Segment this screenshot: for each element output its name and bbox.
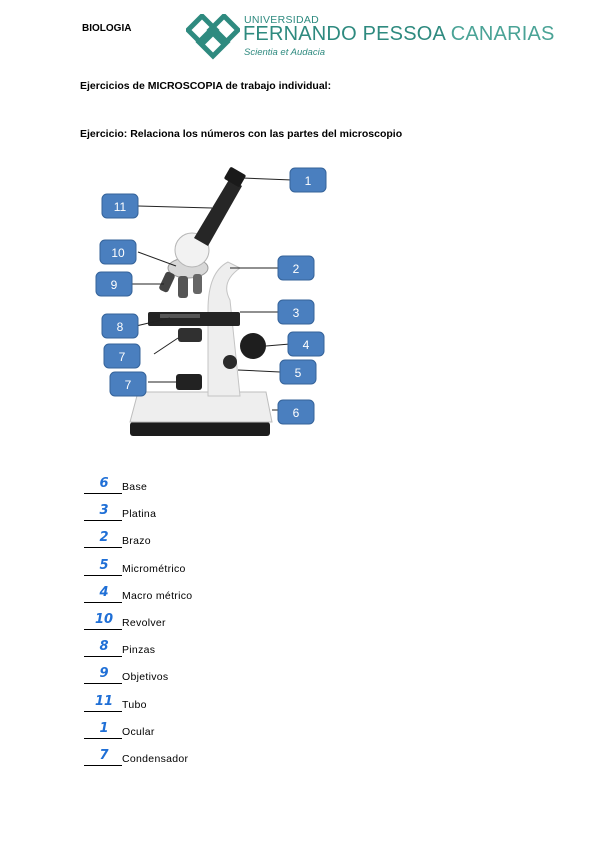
part-label: Base: [122, 481, 148, 493]
microscope-lamp: [176, 374, 202, 390]
microscope-arm: [208, 262, 240, 396]
callout-10: 10: [111, 246, 125, 260]
answer-blank[interactable]: [84, 629, 122, 630]
callout-11: 11: [113, 200, 127, 214]
university-logo: [186, 12, 555, 62]
answer-blank[interactable]: [84, 547, 122, 548]
answer-row-base: [84, 478, 384, 505]
handwritten-answer: 2: [99, 530, 109, 546]
logo-name-light: CANARIAS: [450, 23, 555, 45]
answer-row-pinzas: [84, 641, 384, 668]
exercise-instruction: Ejercicio: Relaciona los números con las partes del microscopio: [80, 128, 403, 140]
handwritten-answer: 10: [94, 611, 114, 627]
leader-line-5: [238, 370, 280, 372]
answer-row-platina: [84, 505, 384, 532]
microscope-base-foot: [130, 422, 270, 436]
answer-row-revolver: [84, 611, 384, 641]
answer-list: [84, 478, 384, 777]
callout-8: 8: [116, 320, 124, 334]
objective-lens-1: [158, 271, 176, 293]
handwritten-answer: 11: [94, 693, 114, 709]
answer-blank[interactable]: [84, 520, 122, 521]
logo-small-text: UNIVERSIDAD: [244, 14, 320, 26]
callout-7b: 7: [124, 378, 132, 392]
callout-2: 2: [292, 262, 300, 276]
logo-motto: Scientia et Audacia: [244, 47, 325, 58]
answer-row-micrometrico: [84, 557, 384, 587]
fine-focus-knob: [223, 355, 237, 369]
leader-line-1: [242, 178, 292, 180]
handwritten-answer: 8: [99, 639, 109, 655]
part-label: Macro métrico: [122, 589, 193, 602]
callout-7a: 7: [118, 350, 126, 364]
handwritten-answer: 9: [99, 666, 109, 682]
callout-4: 4: [302, 338, 310, 352]
part-label: Objetivos: [122, 671, 169, 684]
callout-6: 6: [292, 406, 300, 420]
answer-blank[interactable]: [84, 711, 122, 712]
objective-lens-3: [193, 274, 202, 294]
answer-blank[interactable]: [84, 765, 122, 766]
leader-line-10: [138, 252, 176, 266]
exercise-title: Ejercicios de MICROSCOPIA de trabajo individual:: [80, 80, 332, 92]
answer-row-condensador: [84, 747, 384, 777]
logo-name-bold: FERNANDO PESSOA: [243, 23, 445, 45]
answer-blank[interactable]: [84, 493, 122, 494]
handwritten-answer: 6: [99, 476, 109, 491]
answer-row-ocular: [84, 720, 384, 750]
callout-9: 9: [110, 278, 118, 292]
leader-line-4: [266, 344, 290, 346]
answer-blank[interactable]: [84, 602, 122, 603]
part-label: Platina: [122, 508, 157, 521]
callout-3: 3: [292, 306, 300, 320]
handwritten-answer: 1: [99, 720, 109, 736]
coarse-focus-knob: [240, 333, 266, 359]
answer-row-brazo: [84, 532, 384, 559]
handwritten-answer: 5: [99, 557, 109, 573]
answer-blank[interactable]: [84, 683, 122, 684]
callout-1: 1: [304, 174, 312, 188]
logo-name: [243, 23, 555, 46]
microscope-clip: [160, 314, 200, 318]
part-label: Micrométrico: [122, 562, 186, 575]
microscope-diagram: [90, 160, 350, 460]
microscope-condenser: [178, 328, 202, 342]
eyepiece-tube: [194, 178, 242, 246]
part-label: Tubo: [122, 698, 147, 711]
microscope-base: [130, 392, 272, 422]
answer-blank[interactable]: [84, 656, 122, 657]
part-label: Brazo: [122, 535, 151, 548]
objective-lens-2: [178, 276, 188, 298]
handwritten-answer: 7: [99, 747, 109, 763]
answer-blank[interactable]: [84, 738, 122, 739]
university-logo-mark-icon: [186, 14, 240, 60]
part-label: Condensador: [122, 752, 189, 765]
part-label: Pinzas: [122, 644, 156, 657]
part-label: Revolver: [122, 616, 166, 629]
leader-line-7a: [154, 338, 178, 354]
subject-label: BIOLOGIA: [82, 23, 132, 34]
answer-row-macrometrico: [84, 584, 384, 614]
callout-5: 5: [294, 366, 302, 380]
answer-blank[interactable]: [84, 575, 122, 576]
answer-row-objetivos: [84, 668, 384, 695]
leader-line-11: [138, 206, 212, 208]
part-label: Ocular: [122, 725, 155, 738]
handwritten-answer: 3: [99, 503, 109, 519]
answer-row-tubo: [84, 693, 384, 723]
handwritten-answer: 4: [99, 584, 109, 600]
